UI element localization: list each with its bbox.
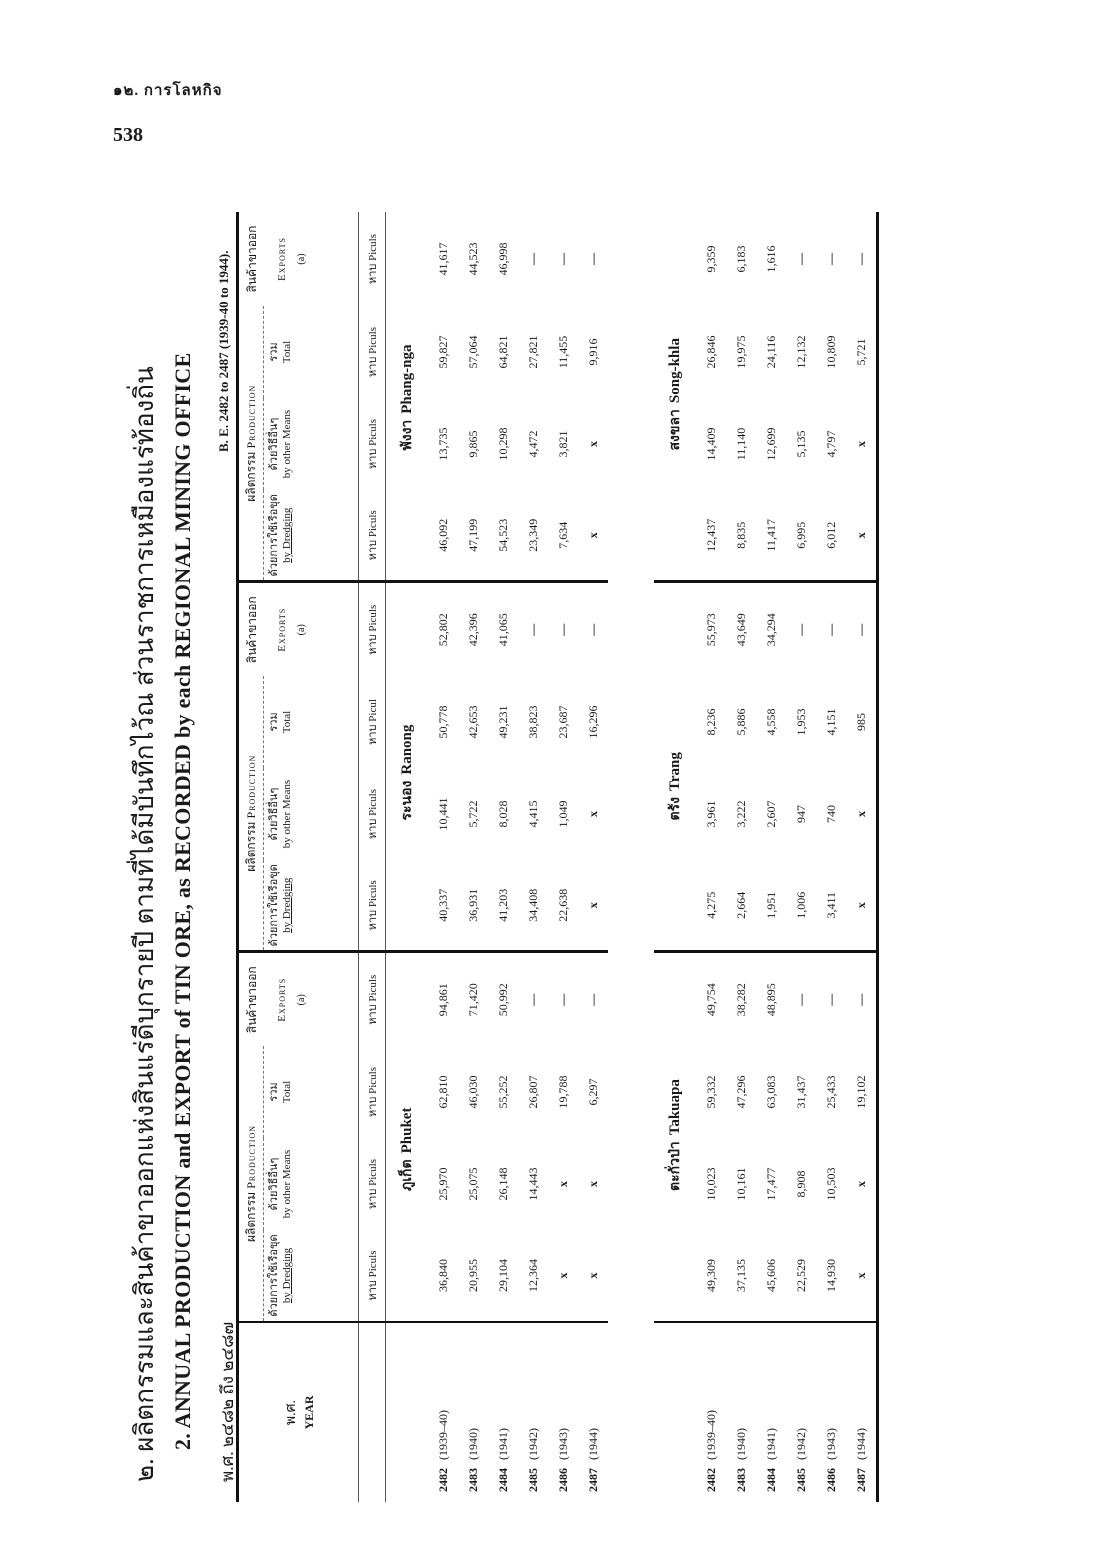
unit-cell: หาบ Piculs — [359, 1230, 386, 1322]
year-cell — [518, 1322, 548, 1502]
year-be: 2487 — [853, 1468, 868, 1492]
data-cell: 38,823 — [525, 705, 540, 739]
province-name-english: Takuapa — [667, 1079, 683, 1136]
province-label — [386, 582, 429, 952]
province-row — [654, 212, 696, 1502]
data-cell: 8,236 — [703, 708, 718, 736]
data-cell: 12,437 — [696, 490, 726, 582]
data-cell: 16,296 — [585, 705, 600, 739]
title-english: 2. ANNUAL PRODUCTION and EXPORT of TIN ORE, as RECORDED by each REGIONAL MINING OFFICE — [170, 352, 195, 1450]
data-cell: 50,778 — [435, 705, 450, 739]
data-cell: 55,252 — [495, 1075, 510, 1109]
data-cell: 64,821 — [495, 335, 510, 369]
dredging-header-1 — [264, 1230, 359, 1322]
data-cell: 19,102 — [853, 1075, 868, 1109]
table-row — [428, 212, 458, 1502]
table-row — [458, 212, 488, 1502]
header-row-2 — [264, 212, 359, 1502]
data-cell: 1,006 — [786, 860, 816, 952]
data-cell: 26,846 — [703, 335, 718, 369]
data-cell: 25,433 — [823, 1075, 838, 1109]
data-cell: 10,161 — [733, 1167, 748, 1201]
province-label — [654, 212, 696, 582]
dredging-english: by Dredging — [281, 507, 293, 563]
unit-row — [359, 212, 386, 1502]
data-cell: x — [853, 811, 868, 817]
data-cell: 23,349 — [518, 490, 548, 582]
data-cell: 4,275 — [696, 860, 726, 952]
year-ce: (1941) — [495, 1428, 510, 1460]
unit-cell: หาบ Piculs — [359, 490, 386, 582]
total-thai: รวม — [268, 1082, 280, 1102]
year-be: 2483 — [465, 1468, 480, 1492]
province-name-thai: สงขลา — [668, 409, 683, 451]
data-cell: 4,797 — [823, 430, 838, 458]
province-name-english: Trang — [667, 752, 683, 792]
province-name-english: Ranong — [399, 724, 415, 775]
page-number: 538 — [113, 124, 143, 146]
header-row-1 — [238, 212, 264, 1502]
data-cell: x — [578, 860, 608, 952]
data-cell: 8,835 — [726, 490, 756, 582]
data-cell: x — [578, 490, 608, 582]
year-ce: (1943) — [555, 1428, 570, 1460]
total-english: Total — [281, 340, 293, 364]
production-header-3 — [238, 306, 264, 582]
table-row — [846, 212, 878, 1502]
year-be: 2483 — [733, 1468, 748, 1492]
unit-cell: หาบ Piculs — [359, 398, 386, 490]
other-thai: ด้วยวิธีอื่นๆ — [268, 417, 280, 471]
year-ce: (1942) — [793, 1428, 808, 1460]
exports-header-thai: สินค้าขาออก — [245, 596, 259, 664]
province-name-thai: พังงา — [400, 419, 415, 451]
year-ce: (1942) — [525, 1428, 540, 1460]
data-cell: x — [846, 860, 878, 952]
data-cell: 25,075 — [465, 1167, 480, 1201]
production-header-thai: ผลิตกรรม — [243, 1191, 258, 1243]
data-cell: 14,409 — [703, 427, 718, 461]
production-header-english: Production — [243, 384, 258, 449]
data-cell: 25,970 — [435, 1167, 450, 1201]
chapter-heading: ๑๒. การโลหกิจ — [113, 83, 223, 99]
data-cell: 29,104 — [495, 1259, 510, 1292]
data-cell: 12,364 — [525, 1259, 540, 1292]
data-cell: 27,821 — [525, 335, 540, 369]
data-cell: 94,861 — [435, 983, 450, 1017]
data-cell: 49,231 — [495, 705, 510, 739]
year-be: 2487 — [585, 1468, 600, 1492]
data-cell: 48,895 — [763, 983, 778, 1017]
data-cell: 38,282 — [733, 983, 748, 1017]
province-name-thai: ระนอง — [400, 780, 415, 821]
spacer-cell — [608, 212, 654, 1502]
data-cell: 36,931 — [458, 860, 488, 952]
rotated-table-page — [118, 202, 998, 1502]
data-cell: 5,722 — [465, 800, 480, 828]
data-cell: 1,953 — [793, 708, 808, 736]
data-cell: — — [555, 993, 570, 1006]
data-cell: 7,634 — [548, 490, 578, 582]
data-cell: 44,523 — [465, 242, 480, 276]
period-english: B. E. 2482 to 2487 (1939-40 to 1944). — [216, 250, 231, 452]
province-label — [386, 212, 429, 582]
total-thai: รวม — [268, 712, 280, 732]
data-cell: 49,754 — [703, 983, 718, 1017]
total-english: Total — [281, 1080, 293, 1104]
data-cell: 23,687 — [555, 705, 570, 739]
exports-header-thai: สินค้าขาออก — [245, 966, 259, 1034]
data-cell: 22,529 — [793, 1259, 808, 1292]
dredging-header-3 — [264, 490, 359, 582]
table-row — [786, 212, 816, 1502]
data-cell: 42,396 — [465, 613, 480, 647]
data-cell: 3,411 — [816, 860, 846, 952]
year-header — [238, 1322, 359, 1502]
other-english: by other Means — [281, 779, 293, 849]
data-cell: — — [823, 993, 838, 1006]
other-thai: ด้วยวิธีอื่นๆ — [268, 787, 280, 841]
year-cell — [488, 1322, 518, 1502]
data-cell: — — [585, 253, 600, 265]
data-cell: 1,951 — [756, 860, 786, 952]
year-ce: (1941) — [763, 1428, 778, 1460]
data-cell: 20,955 — [465, 1259, 480, 1292]
data-cell: — — [853, 623, 868, 636]
other-header-2 — [264, 768, 359, 860]
data-cell: 6,297 — [585, 1078, 600, 1106]
exports-note: (a) — [296, 994, 307, 1006]
data-cell: — — [585, 993, 600, 1006]
total-header-2 — [264, 676, 359, 768]
data-cell: 43,649 — [733, 613, 748, 647]
year-be: 2486 — [823, 1468, 838, 1492]
table-row — [548, 212, 578, 1502]
unit-cell: หาบ Picul — [359, 676, 386, 768]
data-cell: x — [846, 490, 878, 582]
province-name-thai: ภูเก็ต — [400, 1159, 415, 1191]
unit-cell: หาบ Piculs — [359, 306, 386, 398]
data-cell: 17,477 — [763, 1167, 778, 1201]
production-header-thai: ผลิตกรรม — [243, 451, 258, 502]
total-thai: รวม — [268, 342, 280, 362]
data-cell: 9,359 — [703, 245, 718, 273]
period-thai: พ.ศ. ๒๔๘๒ ถึง ๒๔๘๗ — [218, 1321, 237, 1482]
data-cell: 47,296 — [733, 1075, 748, 1109]
year-cell — [696, 1322, 726, 1502]
year-be: 2482 — [703, 1468, 718, 1492]
data-cell: 8,028 — [495, 800, 510, 828]
data-cell: 3,961 — [703, 800, 718, 828]
table-body — [386, 212, 878, 1502]
data-cell: 12,132 — [793, 335, 808, 369]
table-row — [816, 212, 846, 1502]
data-cell: 19,975 — [733, 335, 748, 369]
data-cell: 46,092 — [428, 490, 458, 582]
data-cell: 45,606 — [763, 1259, 778, 1292]
data-cell: 55,973 — [703, 613, 718, 647]
data-cell: — — [793, 623, 808, 636]
data-cell: 2,664 — [726, 860, 756, 952]
data-cell: — — [525, 253, 540, 265]
exports-header-english: Exports — [276, 237, 288, 281]
data-cell: 14,443 — [525, 1167, 540, 1201]
data-cell: 11,140 — [733, 427, 748, 461]
year-be: 2485 — [525, 1468, 540, 1492]
unit-cell: หาบ Piculs — [359, 582, 386, 676]
data-cell: 3,821 — [555, 430, 570, 458]
data-cell: 13,735 — [435, 427, 450, 461]
data-cell: — — [555, 253, 570, 265]
data-cell: 24,116 — [763, 335, 778, 369]
data-cell: 947 — [793, 805, 808, 823]
data-cell: — — [793, 993, 808, 1006]
data-cell: x — [585, 1181, 600, 1187]
data-cell: 5,886 — [733, 708, 748, 736]
exports-note: (a) — [296, 253, 307, 265]
dredging-thai: ด้วยการใช้เรือขุด — [268, 864, 280, 947]
data-cell: 52,802 — [435, 613, 450, 647]
data-cell: 9,916 — [585, 338, 600, 366]
unit-cell: หาบ Piculs — [359, 860, 386, 952]
title-thai: ๒. ผลิตกรรมและสินค้าขาออกแห่งสินแร่ดีบุกรายปี ตามที่ได้มีบันทึกไว้ณ ส่วนราชการเหมืองแร่ท้องถิ่น — [130, 366, 159, 1482]
province-name-english: Song-khla — [667, 338, 683, 404]
year-cell — [428, 1322, 458, 1502]
province-year-cell — [386, 1322, 429, 1502]
data-cell: 1,616 — [763, 245, 778, 273]
data-cell: 37,135 — [733, 1259, 748, 1292]
year-cell — [458, 1322, 488, 1502]
total-english: Total — [281, 710, 293, 734]
province-label — [654, 952, 696, 1322]
total-header-3 — [264, 306, 359, 398]
data-cell: x — [555, 1181, 570, 1187]
production-header-thai: ผลิตกรรม — [243, 821, 258, 872]
block-spacer — [608, 212, 654, 1502]
year-cell — [756, 1322, 786, 1502]
other-header-3 — [264, 398, 359, 490]
data-cell: 49,309 — [703, 1259, 718, 1292]
table-row — [488, 212, 518, 1502]
year-ce: (1939–40) — [435, 1410, 450, 1460]
data-cell: 10,298 — [495, 427, 510, 461]
data-cell: 41,617 — [435, 242, 450, 276]
data-cell: 10,809 — [823, 335, 838, 369]
year-ce: (1944) — [585, 1428, 600, 1460]
data-cell: 57,064 — [465, 335, 480, 369]
year-cell — [846, 1322, 878, 1502]
data-cell: 22,638 — [548, 860, 578, 952]
unit-cell: หาบ Piculs — [359, 212, 386, 306]
table-row — [578, 212, 608, 1502]
data-cell: 34,408 — [518, 860, 548, 952]
table-row — [696, 212, 726, 1502]
data-cell: 71,420 — [465, 983, 480, 1017]
table-row — [756, 212, 786, 1502]
dredging-english: by Dredging — [281, 1247, 293, 1304]
data-cell: 50,992 — [495, 983, 510, 1017]
data-cell: 9,865 — [465, 430, 480, 458]
other-thai: ด้วยวิธีอื่นๆ — [268, 1157, 280, 1211]
data-cell: 11,455 — [555, 335, 570, 369]
province-name-thai: ตะกั่วป่า — [668, 1141, 683, 1191]
data-cell: — — [525, 623, 540, 636]
production-header-english: Production — [243, 754, 258, 819]
year-ce: (1940) — [733, 1428, 748, 1460]
production-header-english: Production — [243, 1124, 258, 1189]
dredging-header-2 — [264, 860, 359, 952]
exports-header-1 — [238, 952, 359, 1046]
data-cell: 10,023 — [703, 1167, 718, 1201]
year-cell — [548, 1322, 578, 1502]
exports-note: (a) — [296, 624, 307, 636]
year-be: 2484 — [763, 1468, 778, 1492]
year-be: 2486 — [555, 1468, 570, 1492]
year-cell — [816, 1322, 846, 1502]
data-cell: — — [823, 623, 838, 636]
data-cell: 740 — [823, 805, 838, 823]
data-cell: x — [585, 811, 600, 817]
year-ce: (1940) — [465, 1428, 480, 1460]
production-header-2 — [238, 676, 264, 952]
province-name-thai: ตรัง — [668, 797, 683, 821]
other-header-1 — [264, 1138, 359, 1230]
year-be: 2485 — [793, 1468, 808, 1492]
unit-year-cell — [359, 1322, 386, 1502]
year-header-english: YEAR — [302, 1395, 316, 1430]
province-label — [654, 582, 696, 952]
data-cell: 31,437 — [793, 1075, 808, 1109]
data-cell: 46,998 — [495, 242, 510, 276]
data-cell: x — [853, 1181, 868, 1187]
data-cell: x — [555, 1272, 570, 1279]
year-ce: (1944) — [853, 1428, 868, 1460]
year-be: 2482 — [435, 1468, 450, 1492]
exports-header-english: Exports — [276, 607, 288, 652]
data-cell: 59,827 — [435, 335, 450, 369]
unit-cell: หาบ Piculs — [359, 1046, 386, 1138]
data-cell: 2,607 — [763, 800, 778, 828]
year-header-thai: พ.ศ. — [284, 1399, 299, 1426]
data-cell: 4,472 — [525, 430, 540, 458]
data-cell: — — [823, 253, 838, 265]
data-cell: — — [853, 253, 868, 265]
data-cell: 4,151 — [823, 708, 838, 736]
data-cell: — — [555, 623, 570, 636]
year-cell — [578, 1322, 608, 1502]
data-cell: — — [585, 623, 600, 636]
table-row — [518, 212, 548, 1502]
year-ce: (1939–40) — [703, 1410, 718, 1460]
dredging-thai: ด้วยการใช้เรือขุด — [268, 1234, 280, 1317]
data-cell: 46,030 — [465, 1075, 480, 1109]
data-cell: 10,503 — [823, 1167, 838, 1201]
data-cell: 12,699 — [763, 427, 778, 461]
data-cell: — — [853, 993, 868, 1006]
data-cell: 5,721 — [853, 338, 868, 366]
data-cell: 1,049 — [555, 800, 570, 828]
data-cell: 34,294 — [763, 613, 778, 647]
data-cell: 63,083 — [763, 1075, 778, 1109]
data-cell: 6,183 — [733, 245, 748, 273]
exports-header-2 — [238, 582, 359, 676]
data-cell: 47,199 — [458, 490, 488, 582]
data-cell: — — [793, 253, 808, 265]
unit-cell: หาบ Piculs — [359, 952, 386, 1046]
dredging-thai: ด้วยการใช้เรือขุด — [268, 494, 280, 577]
unit-cell: หาบ Piculs — [359, 768, 386, 860]
year-cell — [786, 1322, 816, 1502]
other-english: by other Means — [281, 1149, 293, 1219]
province-year-cell — [654, 1322, 696, 1502]
data-cell: 985 — [853, 713, 868, 731]
data-cell: — — [525, 993, 540, 1006]
province-name-english: Phang-nga — [399, 344, 415, 414]
exports-header-3 — [238, 212, 359, 306]
province-name-english: Phuket — [399, 1107, 415, 1154]
data-cell: 41,203 — [488, 860, 518, 952]
data-cell: 19,788 — [555, 1075, 570, 1109]
data-cell: 6,995 — [786, 490, 816, 582]
data-cell: 11,417 — [756, 490, 786, 582]
data-cell: 41,065 — [495, 613, 510, 647]
data-cell: x — [853, 441, 868, 447]
data-cell: 5,135 — [793, 430, 808, 458]
data-cell: 40,337 — [428, 860, 458, 952]
year-be: 2484 — [495, 1468, 510, 1492]
data-cell: 26,807 — [525, 1075, 540, 1109]
other-english: by other Means — [281, 409, 293, 479]
data-cell: x — [585, 441, 600, 447]
exports-header-english: Exports — [276, 977, 288, 1022]
year-ce: (1943) — [823, 1428, 838, 1460]
tin-ore-table — [236, 212, 879, 1502]
data-cell: 6,012 — [816, 490, 846, 582]
data-cell: 4,558 — [763, 708, 778, 736]
data-cell: 62,810 — [435, 1075, 450, 1109]
data-cell: 4,415 — [525, 800, 540, 828]
exports-header-thai: สินค้าขาออก — [245, 225, 259, 293]
production-header-1 — [238, 1046, 264, 1322]
table-row — [726, 212, 756, 1502]
data-cell: 8,908 — [793, 1170, 808, 1198]
data-cell: 36,840 — [435, 1259, 450, 1292]
data-cell: 42,653 — [465, 705, 480, 739]
data-cell: 26,148 — [495, 1167, 510, 1201]
province-label — [386, 952, 429, 1322]
data-cell: x — [853, 1272, 868, 1279]
total-header-1 — [264, 1046, 359, 1138]
data-cell: 10,441 — [435, 797, 450, 831]
data-cell: 54,523 — [488, 490, 518, 582]
unit-cell: หาบ Piculs — [359, 1138, 386, 1230]
data-cell: 3,222 — [733, 800, 748, 828]
data-cell: x — [585, 1272, 600, 1279]
dredging-english: by Dredging — [281, 877, 293, 933]
province-row — [386, 212, 429, 1502]
year-cell — [726, 1322, 756, 1502]
data-cell: 14,930 — [823, 1259, 838, 1292]
data-cell: 59,332 — [703, 1075, 718, 1109]
